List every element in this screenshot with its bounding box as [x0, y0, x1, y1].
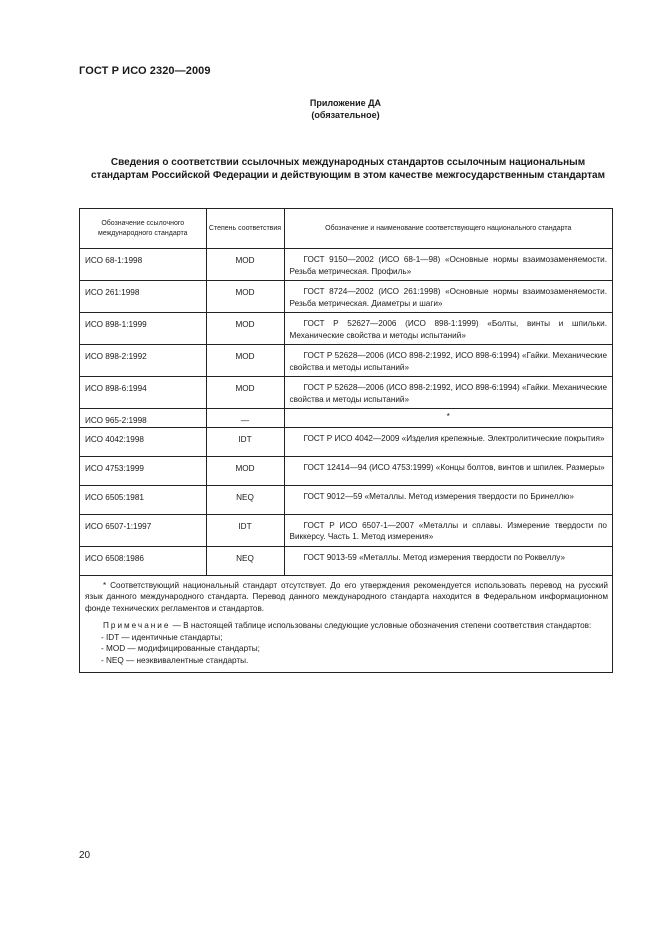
- degree-cell: MOD: [206, 249, 284, 281]
- iso-cell: ИСО 6507-1:1997: [80, 514, 206, 546]
- appendix-name: Приложение ДА: [309, 98, 382, 108]
- degree-cell: NEQ: [206, 546, 284, 575]
- degree-cell: IDT: [206, 427, 284, 456]
- national-cell: ГОСТ 9013-59 «Металлы. Метод измерения твердости по Роквеллу»: [284, 546, 612, 575]
- degree-cell: MOD: [206, 313, 284, 345]
- national-cell: ГОСТ Р ИСО 6507-1—2007 «Металлы и сплавы. Измерение твердости по Виккерсу. Часть 1. Метод измерения»: [284, 514, 612, 546]
- appendix-status: (обязательное): [311, 110, 380, 120]
- degree-cell: MOD: [206, 456, 284, 485]
- table-header-row: [80, 209, 612, 249]
- note-list-item: - NEQ — неэквивалентные стандарты.: [101, 655, 249, 665]
- table-footnote: * Соответствующий национальный стандарт отсутствует. До его утверждения рекомендуется использовать перевод на русский язык данного международного стандарта. Перевод данного международного стандарта находится в Федеральном информационном фонде технических регламентов и стандартов.: [85, 580, 608, 613]
- national-cell: ГОСТ 12414—94 (ИСО 4753:1999) «Концы болтов, винтов и шпилек. Размеры»: [284, 456, 612, 485]
- table-row: [80, 427, 612, 456]
- degree-cell: MOD: [206, 345, 284, 377]
- table-row: [80, 546, 612, 575]
- degree-cell: MOD: [206, 377, 284, 409]
- national-cell: ГОСТ Р 52627—2006 (ИСО 898-1:1999) «Болты, винты и шпильки. Механические свойства и методы испытаний»: [284, 313, 612, 345]
- iso-cell: ИСО 898-2:1992: [80, 345, 206, 377]
- national-cell: ГОСТ 9012—59 «Металлы. Метод измерения твердости по Бринеллю»: [284, 485, 612, 514]
- national-cell: ГОСТ 8724—2002 (ИСО 261:1998) «Основные нормы взаимозаменяемости. Резьба метрическая. Диаметры и шаги»: [284, 281, 612, 313]
- iso-cell: ИСО 898-6:1994: [80, 377, 206, 409]
- page-number: 20: [79, 850, 91, 861]
- degree-cell: IDT: [206, 514, 284, 546]
- iso-cell: ИСО 6508:1986: [80, 546, 206, 575]
- iso-cell: ИСО 965-2:1998: [80, 409, 206, 428]
- note-label: Примечание: [103, 621, 171, 630]
- table-row: [80, 456, 612, 485]
- table-row: [80, 377, 612, 409]
- table-row: [80, 249, 612, 281]
- appendix-heading: [0, 97, 661, 121]
- document-header: ГОСТ Р ИСО 2320—2009: [79, 65, 211, 77]
- iso-cell: ИСО 4042:1998: [80, 427, 206, 456]
- column-header-iso: Обозначение ссылочного международного стандарта: [80, 209, 206, 249]
- table-row: [80, 345, 612, 377]
- national-cell: ГОСТ Р 52628—2006 (ИСО 898-2:1992, ИСО 898-6:1994) «Гайки. Механические свойства и методы испытаний»: [284, 345, 612, 377]
- standards-table-box: [79, 208, 613, 673]
- iso-cell: ИСО 4753:1999: [80, 456, 206, 485]
- iso-cell: ИСО 261:1998: [80, 281, 206, 313]
- national-cell: *: [284, 409, 612, 428]
- note-list: [80, 632, 612, 667]
- national-cell: ГОСТ 9150—2002 (ИСО 68-1—98) «Основные нормы взаимозаменяемости. Резьба метрическая. Профиль»: [284, 249, 612, 281]
- degree-cell: NEQ: [206, 485, 284, 514]
- table-row: [80, 281, 612, 313]
- table-row: [80, 409, 612, 428]
- national-cell: ГОСТ Р ИСО 4042—2009 «Изделия крепежные. Электролитические покрытия»: [284, 427, 612, 456]
- iso-cell: ИСО 6505:1981: [80, 485, 206, 514]
- section-title: Сведения о соответствии ссылочных международных стандартов ссылочным национальным стандартам Российской Федерации и действующим в этом качестве межгосударственным стандартам: [90, 157, 606, 181]
- note-list-item: - IDT — идентичные стандарты;: [101, 632, 223, 642]
- national-cell: ГОСТ Р 52628—2006 (ИСО 898-2:1992, ИСО 898-6:1994) «Гайки. Механические свойства и методы испытаний»: [284, 377, 612, 409]
- note-text: — В настоящей таблице использованы следующие условные обозначения степени соответствия стандартов:: [172, 621, 592, 630]
- column-header-national: Обозначение и наименование соответствующего национального стандарта: [284, 209, 612, 249]
- standards-table: [80, 209, 612, 576]
- table-row: [80, 485, 612, 514]
- iso-cell: ИСО 68-1:1998: [80, 249, 206, 281]
- table-row: [80, 514, 612, 546]
- degree-cell: —: [206, 409, 284, 428]
- degree-cell: MOD: [206, 281, 284, 313]
- note-list-item: - MOD — модифицированные стандарты;: [101, 644, 260, 653]
- table-row: [80, 313, 612, 345]
- column-header-degree: Степень соответствия: [206, 209, 284, 249]
- iso-cell: ИСО 898-1:1999: [80, 313, 206, 345]
- table-note: [80, 614, 612, 632]
